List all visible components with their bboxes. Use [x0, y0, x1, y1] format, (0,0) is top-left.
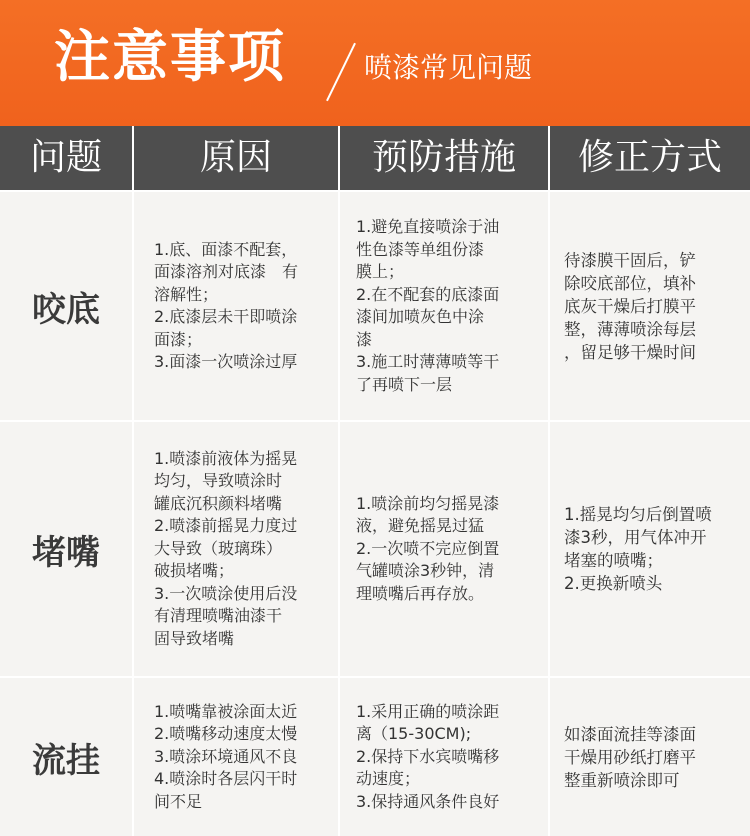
header-problem: 问题: [0, 126, 132, 190]
cause-cell: [134, 678, 338, 836]
fix-text: 待漆膜干固后，铲 除咬底部位，填补 底灰干燥后打膜平 整，薄薄喷涂每层 ，留足够干燥时间: [564, 250, 696, 362]
cause-cell: [134, 192, 338, 420]
table-row: [0, 678, 750, 836]
table-row: [0, 422, 750, 676]
cause-text: 1.喷漆前液体为摇晃 均匀，导致喷涂时 罐底沉积颜料堵嘴 2.喷漆前摇晃力度过 大导致（玻璃珠） 破损堵嘴； 3.一次喷涂使用后没 有清理喷嘴油漆干 固导致堵嘴: [154, 448, 298, 648]
prevention-text: 1.避免直接喷涂于油 性色漆等单组份漆 膜上； 2.在不配套的底漆面 漆间加喷灰色中涂 漆 3.施工时薄薄喷等干 了再喷下一层: [356, 217, 500, 394]
problem-cell: 堵嘴: [0, 422, 132, 676]
problem-cell: 流挂: [0, 678, 132, 836]
prevention-cell: [340, 422, 548, 676]
problem-cell: 咬底: [0, 192, 132, 420]
header-prevention: 预防措施: [340, 126, 548, 190]
cause-cell: [134, 422, 338, 676]
table-row: [0, 192, 750, 420]
fix-cell: [550, 422, 750, 676]
prevention-cell: [340, 678, 548, 836]
fix-cell: [550, 678, 750, 836]
title-banner: [0, 0, 750, 126]
page-subtitle: 喷漆常见问题: [364, 51, 533, 84]
prevention-cell: [340, 192, 548, 420]
prevention-text: 1.采用正确的喷涂距 离（15-30CM); 2.保持下水宾喷嘴移 动速度； 3.保持通风条件良好: [356, 701, 500, 811]
table-header: [0, 126, 750, 190]
header-cause: 原因: [134, 126, 338, 190]
fix-text: 1.摇晃均匀后倒置喷 漆3秒，用气体冲开 堵塞的喷嘴； 2.更换新喷头: [564, 505, 712, 593]
page-title: 注意事项: [54, 25, 286, 90]
cause-text: 1.喷嘴靠被涂面太近 2.喷嘴移动速度太慢 3.喷涂环境通风不良 4.喷涂时各层闪干时 间不足: [154, 701, 298, 811]
prevention-text: 1.喷涂前均匀摇晃漆 液，避免摇晃过猛 2.一次喷不完应倒置 气罐喷涂3秒钟，清 理喷嘴后再存放。: [356, 493, 500, 603]
header-fix: 修正方式: [550, 126, 750, 190]
fix-text: 如漆面流挂等漆面 干燥用砂纸打磨平 整重新喷涂即可: [564, 724, 696, 790]
fix-cell: [550, 192, 750, 420]
cause-text: 1.底、面漆不配套， 面漆溶剂对底漆 有 溶解性； 2.底漆层未干即喷涂 面漆； 3.面漆一次喷涂过厚: [154, 239, 299, 371]
divider-slash: [326, 43, 356, 101]
